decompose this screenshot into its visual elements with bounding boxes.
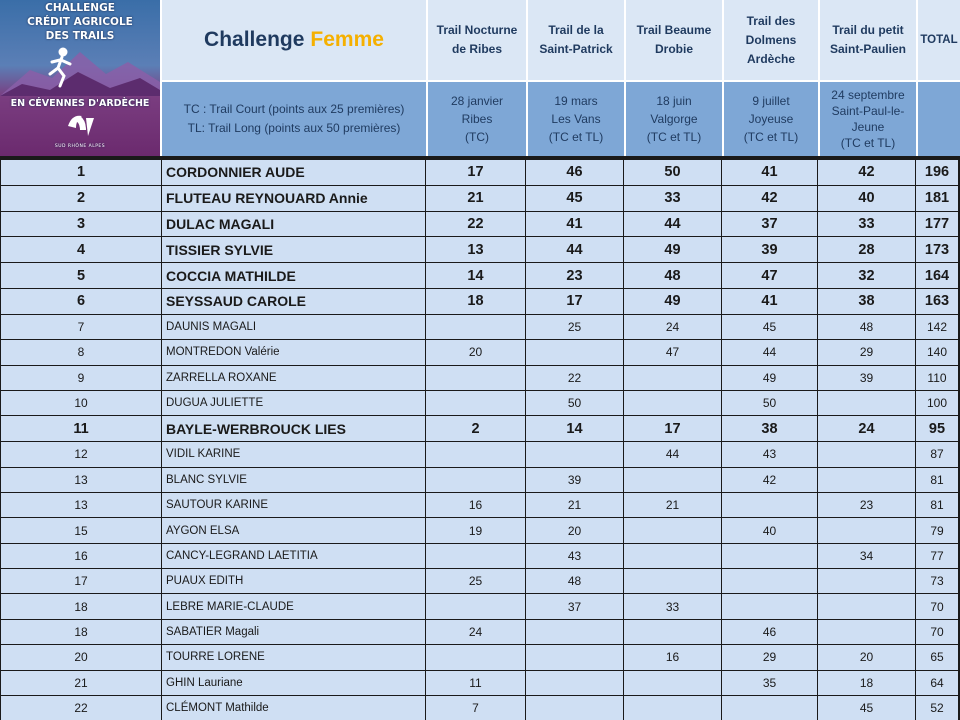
score-cell-race-2 xyxy=(526,645,624,669)
score-cell-race-2: 46 xyxy=(526,160,624,185)
table-row xyxy=(0,468,960,493)
score-cell-race-1: 25 xyxy=(426,569,526,593)
score-cell-race-3 xyxy=(624,366,722,390)
race-header-4: Trail des Dolmens Ardèche xyxy=(724,0,818,80)
race-type: (TC et TL) xyxy=(840,136,896,150)
runner-name-cell: DULAC MAGALI xyxy=(162,212,426,237)
total-cell: 142 xyxy=(916,315,960,339)
runner-name-cell: SAUTOUR KARINE xyxy=(162,493,426,517)
score-cell-race-4: 41 xyxy=(722,289,818,314)
score-cell-race-2: 22 xyxy=(526,366,624,390)
score-cell-race-2: 43 xyxy=(526,544,624,568)
score-cell-race-2 xyxy=(526,620,624,644)
score-cell-race-5: 38 xyxy=(818,289,916,314)
score-cell-race-3: 47 xyxy=(624,340,722,364)
score-cell-race-5 xyxy=(818,594,916,618)
total-cell: 177 xyxy=(916,212,960,237)
score-cell-race-2: 41 xyxy=(526,212,624,237)
score-cell-race-2: 25 xyxy=(526,315,624,339)
race-date: 18 juin xyxy=(656,94,692,108)
score-cell-race-5: 40 xyxy=(818,186,916,211)
table-row xyxy=(0,263,960,289)
runner-name-cell: SEYSSAUD CAROLE xyxy=(162,289,426,314)
runner-name-cell: TISSIER SYLVIE xyxy=(162,237,426,262)
score-cell-race-4: 39 xyxy=(722,237,818,262)
total-cell: 77 xyxy=(916,544,960,568)
score-cell-race-5: 39 xyxy=(818,366,916,390)
score-cell-race-4: 47 xyxy=(722,263,818,288)
logo-text-des-trails: DES TRAILS xyxy=(45,30,115,42)
score-cell-race-1: 17 xyxy=(426,160,526,185)
rank-cell: 21 xyxy=(0,671,162,695)
score-cell-race-5 xyxy=(818,569,916,593)
total-cell: 196 xyxy=(916,160,960,185)
race-date: 24 septembre xyxy=(831,88,905,102)
table-row xyxy=(0,237,960,263)
score-cell-race-5: 33 xyxy=(818,212,916,237)
score-cell-race-4: 35 xyxy=(722,671,818,695)
runner-name-cell: AYGON ELSA xyxy=(162,518,426,542)
score-cell-race-3: 21 xyxy=(624,493,722,517)
race-type: (TC et TL) xyxy=(646,130,702,144)
legend-line-tl: TL: Trail Long (points aux 50 premières) xyxy=(187,121,401,135)
score-cell-race-1: 22 xyxy=(426,212,526,237)
score-cell-race-1: 13 xyxy=(426,237,526,262)
title-main: Challenge xyxy=(204,28,305,51)
rank-cell: 8 xyxy=(0,340,162,364)
score-cell-race-3: 33 xyxy=(624,186,722,211)
score-cell-race-5: 18 xyxy=(818,671,916,695)
race-date: 19 mars xyxy=(554,94,598,108)
table-row xyxy=(0,696,960,720)
rank-cell: 7 xyxy=(0,315,162,339)
total-cell: 140 xyxy=(916,340,960,364)
page-title xyxy=(162,0,426,80)
score-cell-race-1 xyxy=(426,544,526,568)
score-cell-race-3 xyxy=(624,518,722,542)
score-cell-race-4 xyxy=(722,696,818,720)
runner-name-cell: PUAUX EDITH xyxy=(162,569,426,593)
rank-cell: 15 xyxy=(0,518,162,542)
runner-name-cell: BLANC SYLVIE xyxy=(162,468,426,492)
score-cell-race-5 xyxy=(818,620,916,644)
race-place: Ribes xyxy=(461,112,493,126)
total-cell: 100 xyxy=(916,391,960,415)
score-cell-race-4: 42 xyxy=(722,186,818,211)
score-cell-race-1: 14 xyxy=(426,263,526,288)
score-cell-race-1: 19 xyxy=(426,518,526,542)
total-cell: 73 xyxy=(916,569,960,593)
score-cell-race-2: 21 xyxy=(526,493,624,517)
score-cell-race-3: 16 xyxy=(624,645,722,669)
total-cell: 79 xyxy=(916,518,960,542)
score-cell-race-1: 2 xyxy=(426,416,526,441)
table-row xyxy=(0,391,960,416)
table-row xyxy=(0,544,960,569)
race-header-5: Trail du petit Saint-Paulien xyxy=(820,0,916,80)
race-info-4 xyxy=(724,82,818,156)
score-cell-race-2: 14 xyxy=(526,416,624,441)
score-cell-race-1: 7 xyxy=(426,696,526,720)
score-cell-race-2: 23 xyxy=(526,263,624,288)
score-cell-race-3: 44 xyxy=(624,442,722,466)
score-cell-race-5: 45 xyxy=(818,696,916,720)
total-info-empty xyxy=(918,82,960,156)
runner-name-cell: LEBRE MARIE-CLAUDE xyxy=(162,594,426,618)
legend xyxy=(162,82,426,156)
total-cell: 163 xyxy=(916,289,960,314)
race-info-5 xyxy=(820,82,916,156)
score-cell-race-4: 50 xyxy=(722,391,818,415)
runner-name-cell: SABATIER Magali xyxy=(162,620,426,644)
score-cell-race-1: 20 xyxy=(426,340,526,364)
table-row xyxy=(0,160,960,186)
runner-name-cell: CORDONNIER AUDE xyxy=(162,160,426,185)
race-place: Joyeuse xyxy=(748,112,794,126)
score-cell-race-2 xyxy=(526,442,624,466)
score-cell-race-1 xyxy=(426,315,526,339)
score-cell-race-2: 20 xyxy=(526,518,624,542)
score-cell-race-1: 11 xyxy=(426,671,526,695)
race-place: Saint-Paul-le-Jeune xyxy=(831,104,905,134)
score-cell-race-4 xyxy=(722,544,818,568)
total-cell: 70 xyxy=(916,620,960,644)
rank-cell: 2 xyxy=(0,186,162,211)
score-cell-race-3 xyxy=(624,696,722,720)
score-cell-race-2: 44 xyxy=(526,237,624,262)
score-cell-race-3: 44 xyxy=(624,212,722,237)
total-cell: 110 xyxy=(916,366,960,390)
race-header-2: Trail de la Saint-Patrick xyxy=(528,0,624,80)
total-cell: 64 xyxy=(916,671,960,695)
total-cell: 70 xyxy=(916,594,960,618)
score-cell-race-5: 48 xyxy=(818,315,916,339)
title-accent: Femme xyxy=(310,28,384,51)
score-cell-race-3: 50 xyxy=(624,160,722,185)
total-cell: 81 xyxy=(916,468,960,492)
rank-cell: 16 xyxy=(0,544,162,568)
rank-cell: 13 xyxy=(0,493,162,517)
score-cell-race-2: 17 xyxy=(526,289,624,314)
score-cell-race-4: 49 xyxy=(722,366,818,390)
score-cell-race-3: 33 xyxy=(624,594,722,618)
score-cell-race-2 xyxy=(526,696,624,720)
score-cell-race-4: 41 xyxy=(722,160,818,185)
race-type: (TC et TL) xyxy=(743,130,799,144)
score-cell-race-1 xyxy=(426,366,526,390)
score-cell-race-3 xyxy=(624,468,722,492)
logo-text-cevennes: EN CÉVENNES D'ARDÈCHE xyxy=(10,98,150,109)
score-cell-race-1 xyxy=(426,468,526,492)
total-cell: 81 xyxy=(916,493,960,517)
rank-cell: 22 xyxy=(0,696,162,720)
score-cell-race-5: 20 xyxy=(818,645,916,669)
table-row xyxy=(0,340,960,365)
score-cell-race-1: 21 xyxy=(426,186,526,211)
score-cell-race-5: 23 xyxy=(818,493,916,517)
runner-name-cell: COCCIA MATHILDE xyxy=(162,263,426,288)
rank-cell: 11 xyxy=(0,416,162,441)
score-cell-race-4: 43 xyxy=(722,442,818,466)
score-cell-race-5: 42 xyxy=(818,160,916,185)
rank-cell: 3 xyxy=(0,212,162,237)
table-row xyxy=(0,366,960,391)
header xyxy=(0,0,960,158)
score-cell-race-3: 17 xyxy=(624,416,722,441)
score-cell-race-2 xyxy=(526,671,624,695)
total-header: TOTAL xyxy=(918,0,960,80)
score-cell-race-5: 29 xyxy=(818,340,916,364)
score-cell-race-4: 46 xyxy=(722,620,818,644)
score-cell-race-4: 38 xyxy=(722,416,818,441)
score-cell-race-3 xyxy=(624,671,722,695)
runner-name-cell: DUGUA JULIETTE xyxy=(162,391,426,415)
score-cell-race-4: 42 xyxy=(722,468,818,492)
rank-cell: 5 xyxy=(0,263,162,288)
score-cell-race-5: 34 xyxy=(818,544,916,568)
total-cell: 65 xyxy=(916,645,960,669)
table-row xyxy=(0,671,960,696)
runner-name-cell: CLÉMONT Mathilde xyxy=(162,696,426,720)
score-cell-race-1 xyxy=(426,391,526,415)
score-cell-race-5 xyxy=(818,468,916,492)
score-cell-race-3 xyxy=(624,569,722,593)
score-cell-race-2: 37 xyxy=(526,594,624,618)
table-row xyxy=(0,289,960,315)
score-cell-race-3: 48 xyxy=(624,263,722,288)
race-info-2 xyxy=(528,82,624,156)
logo-text-credit-agricole: CRÉDIT AGRICOLE xyxy=(27,16,133,28)
runner-name-cell: CANCY-LEGRAND LAETITIA xyxy=(162,544,426,568)
total-cell: 87 xyxy=(916,442,960,466)
score-cell-race-1: 24 xyxy=(426,620,526,644)
score-cell-race-5: 28 xyxy=(818,237,916,262)
runner-name-cell: BAYLE-WERBROUCK LIES xyxy=(162,416,426,441)
runner-name-cell: DAUNIS MAGALI xyxy=(162,315,426,339)
ranking-table xyxy=(0,160,960,720)
score-cell-race-3 xyxy=(624,544,722,568)
rank-cell: 1 xyxy=(0,160,162,185)
table-row xyxy=(0,620,960,645)
race-header-1: Trail Nocturne de Ribes xyxy=(428,0,526,80)
score-cell-race-2: 48 xyxy=(526,569,624,593)
rank-cell: 10 xyxy=(0,391,162,415)
rank-cell: 6 xyxy=(0,289,162,314)
runner-name-cell: ZARRELLA ROXANE xyxy=(162,366,426,390)
table-row xyxy=(0,186,960,212)
logo-text-challenge: CHALLENGE xyxy=(45,2,115,14)
score-cell-race-5: 24 xyxy=(818,416,916,441)
logo-text-sud-rhone-alpes: SUD RHÔNE ALPES xyxy=(54,144,106,149)
race-place: Les Vans xyxy=(551,112,601,126)
table-row xyxy=(0,569,960,594)
race-header-3: Trail Beaume Drobie xyxy=(626,0,722,80)
total-cell: 95 xyxy=(916,416,960,441)
score-cell-race-3 xyxy=(624,620,722,644)
score-cell-race-4: 37 xyxy=(722,212,818,237)
score-cell-race-1: 18 xyxy=(426,289,526,314)
score-cell-race-4 xyxy=(722,594,818,618)
rank-cell: 18 xyxy=(0,594,162,618)
score-cell-race-1 xyxy=(426,645,526,669)
score-cell-race-4: 40 xyxy=(722,518,818,542)
score-cell-race-1 xyxy=(426,594,526,618)
rank-cell: 20 xyxy=(0,645,162,669)
score-cell-race-4: 29 xyxy=(722,645,818,669)
race-type: (TC) xyxy=(465,130,489,144)
runner-name-cell: GHIN Lauriane xyxy=(162,671,426,695)
table-row xyxy=(0,416,960,442)
table-row xyxy=(0,315,960,340)
rank-cell: 4 xyxy=(0,237,162,262)
score-cell-race-4: 44 xyxy=(722,340,818,364)
table-row xyxy=(0,442,960,467)
score-cell-race-5 xyxy=(818,442,916,466)
table-row xyxy=(0,493,960,518)
score-cell-race-4 xyxy=(722,493,818,517)
total-cell: 164 xyxy=(916,263,960,288)
score-cell-race-3 xyxy=(624,391,722,415)
race-place: Valgorge xyxy=(650,112,698,126)
total-cell: 181 xyxy=(916,186,960,211)
score-cell-race-1 xyxy=(426,442,526,466)
score-cell-race-3: 24 xyxy=(624,315,722,339)
total-cell: 173 xyxy=(916,237,960,262)
score-cell-race-5 xyxy=(818,518,916,542)
score-cell-race-3: 49 xyxy=(624,289,722,314)
runner-name-cell: VIDIL KARINE xyxy=(162,442,426,466)
score-cell-race-2: 39 xyxy=(526,468,624,492)
rank-cell: 13 xyxy=(0,468,162,492)
race-date: 9 juillet xyxy=(752,94,790,108)
race-type: (TC et TL) xyxy=(548,130,604,144)
race-info-1 xyxy=(428,82,526,156)
score-cell-race-1: 16 xyxy=(426,493,526,517)
score-cell-race-2: 45 xyxy=(526,186,624,211)
table-row xyxy=(0,518,960,543)
table-row xyxy=(0,645,960,670)
runner-name-cell: FLUTEAU REYNOUARD Annie xyxy=(162,186,426,211)
score-cell-race-2 xyxy=(526,340,624,364)
rank-cell: 12 xyxy=(0,442,162,466)
runner-name-cell: MONTREDON Valérie xyxy=(162,340,426,364)
rank-cell: 17 xyxy=(0,569,162,593)
score-cell-race-5: 32 xyxy=(818,263,916,288)
table-row xyxy=(0,212,960,238)
score-cell-race-2: 50 xyxy=(526,391,624,415)
runner-name-cell: TOURRE LORENE xyxy=(162,645,426,669)
score-cell-race-5 xyxy=(818,391,916,415)
score-cell-race-4: 45 xyxy=(722,315,818,339)
rank-cell: 9 xyxy=(0,366,162,390)
race-date: 28 janvier xyxy=(450,94,504,108)
legend-line-tc: TC : Trail Court (points aux 25 premières) xyxy=(183,102,405,116)
score-cell-race-3: 49 xyxy=(624,237,722,262)
race-info-3 xyxy=(626,82,722,156)
score-cell-race-4 xyxy=(722,569,818,593)
rank-cell: 18 xyxy=(0,620,162,644)
table-row xyxy=(0,594,960,619)
total-cell: 52 xyxy=(916,696,960,720)
challenge-logo xyxy=(0,0,160,156)
